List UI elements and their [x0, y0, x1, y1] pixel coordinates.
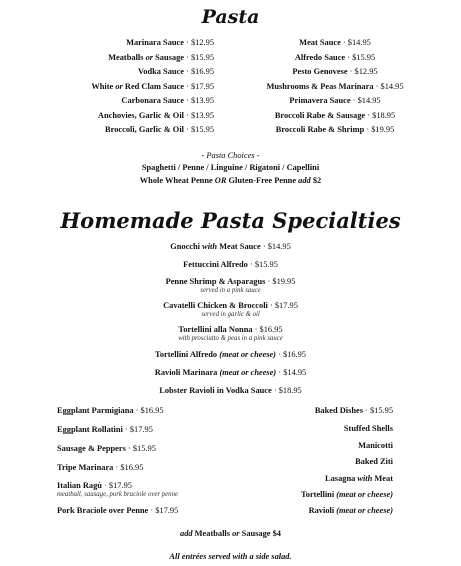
menu-item: Mushrooms & Peas Marinara · $14.95 [266, 81, 404, 91]
specialty-item: Ravioli Marinara (meat or cheese) · $14.95 [154, 368, 307, 377]
specialty-item: Tortellini alla Nonna · $16.95 [178, 325, 283, 334]
menu-item: Pesto Genovese · $12.95 [292, 67, 378, 76]
menu-item: Eggplant Parmigiana · $16.95 [57, 406, 164, 415]
menu-item-note: meatball, sausage, pork braciole over penne [57, 491, 178, 498]
menu-item: Italian Ragù · $17.95 [57, 481, 132, 490]
menu-item: Meat Sauce · $14.95 [299, 38, 371, 47]
baked-dishes-heading: Baked Dishes · $15.95 [314, 406, 393, 415]
add-on-line: add Meatballs or Sausage $4 [180, 529, 281, 538]
specialty-item: Fettuccini Alfredo · $15.95 [183, 260, 278, 269]
footer-note: All entrées served with a side salad. [169, 552, 292, 561]
menu-item: Sausage & Peppers · $15.95 [57, 444, 156, 453]
menu-item: Alfredo Sauce · $15.95 [294, 52, 376, 62]
baked-item: Stuffed Shells [343, 424, 393, 433]
menu-item: Meatballs or Sausage · $15.95 [108, 52, 214, 62]
menu-item: Vodka Sauce · $16.95 [137, 67, 214, 76]
menu-item: Carbonara Sauce · $13.95 [121, 96, 214, 105]
specialty-note: served in garlic & oil [201, 311, 260, 318]
baked-item: Tortellini (meat or cheese) [300, 490, 393, 499]
menu-item: Tripe Marinara · $16.95 [57, 463, 144, 472]
menu-item: Eggplant Rollatini · $17.95 [57, 425, 153, 434]
baked-item: Ravioli (meat or cheese) [308, 506, 393, 515]
menu-item: Marinara Sauce · $12.95 [126, 38, 214, 47]
menu-item: Anchovies, Garlic & Oil · $13.95 [97, 110, 214, 120]
pasta-choices-line: Spaghetti / Penne / Linguine / Rigatoni / Capellini [141, 163, 320, 172]
pasta-left-column [10, 36, 214, 138]
pasta-right-column [230, 36, 440, 138]
pasta-choices-heading: - Pasta Choices - [201, 151, 260, 160]
specialty-item: Cavatelli Chicken & Broccoli · $17.95 [163, 301, 298, 310]
specialty-item: Lobster Ravioli in Vodka Sauce · $18.95 [159, 386, 302, 395]
specialty-item: Gnocchi with Meat Sauce · $14.95 [170, 242, 291, 251]
baked-item: Manicotti [358, 441, 393, 450]
menu-item: Primavera Sauce · $14.95 [289, 96, 381, 105]
pasta-alternatives-line: Whole Wheat Penne OR Gluten-Free Penne add $2 [139, 176, 322, 185]
menu-item: Broccoli Rabe & Sausage · $18.95 [274, 110, 396, 120]
baked-item: Baked Ziti [355, 457, 393, 466]
menu-item: Broccoli, Garlic & Oil · $15.95 [105, 125, 214, 134]
menu-item: Broccoli Rabe & Shrimp · $19.95 [275, 125, 395, 134]
specialty-item: Tortellini Alfredo (meat or cheese) · $16.95 [155, 350, 306, 359]
baked-item: Lasagna with Meat [325, 474, 393, 483]
specialty-note: served in a pink sauce [200, 287, 261, 294]
specialty-note: with prosciutto & peas in a pink sauce [178, 335, 283, 342]
menu-item: White or Red Clam Sauce · $17.95 [91, 81, 214, 91]
specialties-section-title: Homemade Pasta Specialties [60, 208, 401, 233]
menu-item: Pork Braciole over Penne · $17.95 [57, 506, 179, 515]
pasta-section-title: Pasta [201, 6, 260, 28]
specialty-item: Penne Shrimp & Asparagus · $19.95 [165, 277, 296, 286]
